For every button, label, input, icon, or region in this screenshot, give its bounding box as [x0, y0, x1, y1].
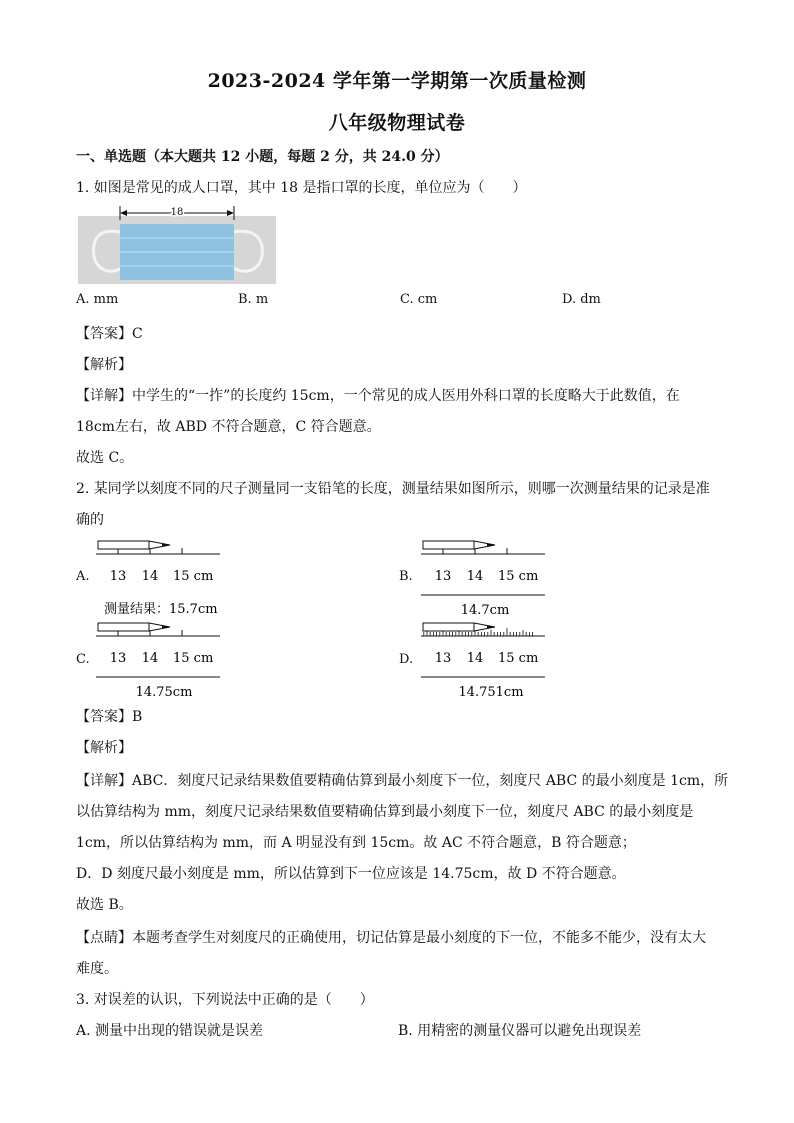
- q2-option-d-letter: D.: [399, 652, 414, 667]
- measurement-result: 14.7cm: [460, 603, 510, 618]
- q2-conclusion: 故选 B。: [76, 897, 133, 913]
- ruler-tick-label: 13: [109, 651, 127, 666]
- q2-answer: 【答案】B: [76, 709, 143, 725]
- ruler-tick-label: 15 cm: [498, 651, 539, 666]
- measurement-result: 14.751cm: [458, 685, 524, 700]
- q2-detail-line-4: D．D 刻度尺最小刻度是 mm，所以估算到下一位应该是 14.75cm，故 D 不符合题意。: [76, 866, 626, 882]
- q2-detail-line-3: 1cm，所以估算结构为 mm，而 A 明显没有到 15cm。故 AC 不符合题意，B 符合题意；: [76, 835, 636, 851]
- section-heading: 一、单选题（本大题共 12 小题，每题 2 分，共 24.0 分）: [76, 149, 449, 165]
- dimension-label: 18: [170, 207, 184, 218]
- q1-conclusion: 故选 C。: [76, 450, 134, 466]
- q1-analysis-label: 【解析】: [76, 357, 132, 373]
- q3-stem: 3. 对误差的认识，下列说法中正确的是（ ）: [76, 992, 374, 1008]
- dimension-arrow-left: [120, 210, 127, 216]
- mask-figure: [78, 204, 276, 284]
- pencil-body: [423, 623, 474, 631]
- q2-ruler-figure-b: [421, 536, 551, 622]
- q1-option-c: C. cm: [400, 292, 438, 307]
- measurement-result: 测量结果：15.7cm: [104, 602, 218, 617]
- q1-option-b: B. m: [238, 292, 269, 307]
- q2-comment-line-2: 难度。: [76, 961, 118, 977]
- q2-ruler-figure-c: [96, 618, 226, 704]
- q2-comment-line-1: 【点睛】本题考查学生对刻度尺的正确使用，切记估算是最小刻度的下一位，不能多不能少，没有太大: [76, 930, 706, 946]
- ruler-tick-label: 13: [434, 651, 452, 666]
- q2-analysis-label: 【解析】: [76, 740, 132, 756]
- q1-option-a: A. mm: [76, 292, 119, 307]
- q3-option-b: B. 用精密的测量仪器可以避免出现误差: [398, 1023, 642, 1039]
- exam-title: 2023-2024 学年第一学期第一次质量检测: [207, 70, 587, 92]
- q3-option-a: A. 测量中出现的错误就是误差: [76, 1023, 264, 1039]
- pencil-body: [98, 623, 149, 631]
- q1-stem: 1. 如图是常见的成人口罩，其中 18 是指口罩的长度，单位应为（ ）: [76, 180, 527, 196]
- dimension-arrow-right: [227, 210, 234, 216]
- ruler-tick-label: 15 cm: [173, 569, 214, 584]
- q1-answer: 【答案】C: [76, 326, 143, 342]
- q2-option-c-letter: C.: [76, 652, 90, 667]
- q1-option-d: D. dm: [562, 292, 601, 307]
- ruler-tick-label: 15 cm: [498, 569, 539, 584]
- q2-option-a-letter: A.: [76, 569, 90, 584]
- pencil-body: [98, 541, 149, 549]
- q2-stem-line-2: 确的: [76, 512, 104, 528]
- ruler-tick-label: 15 cm: [173, 651, 214, 666]
- measurement-result: 14.75cm: [135, 685, 193, 700]
- q2-ruler-figure-a: [96, 536, 226, 620]
- ruler-tick-label: 14: [466, 651, 484, 666]
- q2-detail-line-2: 以估算结构为 mm，刻度尺记录结果数值要精确估算到最小刻度下一位，刻度尺 ABC 的最小刻度是: [76, 804, 694, 820]
- pencil-body: [423, 541, 474, 549]
- ruler-tick-label: 13: [109, 569, 127, 584]
- q2-option-b-letter: B.: [399, 569, 413, 584]
- q2-stem-line-1: 2. 某同学以刻度不同的尺子测量同一支铅笔的长度，测量结果如图所示，则哪一次测量结果的记录是准: [76, 481, 710, 497]
- ruler-tick-label: 14: [466, 569, 484, 584]
- q2-detail-line-1: 【详解】ABC．刻度尺记录结果数值要精确估算到最小刻度下一位，刻度尺 ABC 的最小刻度是 1cm，所: [76, 773, 729, 789]
- ruler-tick-label: 14: [141, 651, 159, 666]
- ruler-tick-label: 14: [141, 569, 159, 584]
- q1-detail-line-1: 【详解】中学生的“一拃”的长度约 15cm，一个常见的成人医用外科口罩的长度略大于此数值，在: [76, 388, 680, 404]
- exam-subtitle: 八年级物理试卷: [328, 112, 466, 134]
- ruler-tick-label: 13: [434, 569, 452, 584]
- q2-ruler-figure-d: [421, 618, 551, 704]
- q1-detail-line-2: 18cm左右，故 ABD 不符合题意，C 符合题意。: [76, 419, 381, 435]
